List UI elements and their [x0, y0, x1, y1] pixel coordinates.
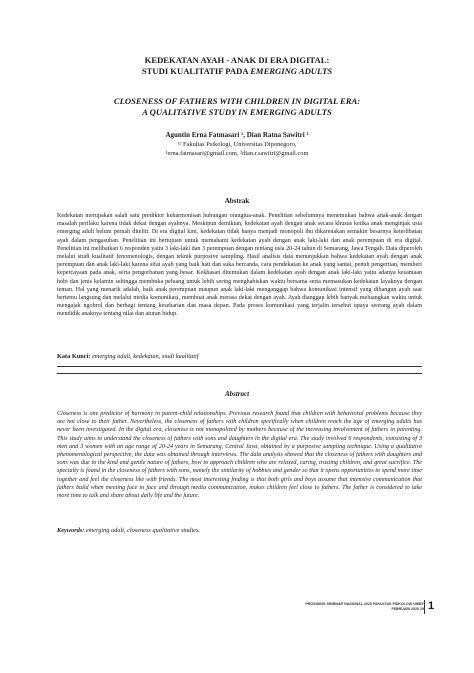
footer-proceedings: PROSIDING SEMINAR NASIONAL 2020 FAKULTAS PSIKOLOGI UMBY — [305, 602, 424, 606]
abstrak-body: Kedekatan merupakan salah satu prediktor keharmonisan hubungan orangtua-anak. Penelitian sebelumnya menemukan bahwa anak-anak dengan masalah perilaku karena tidak dekat dengan ayahnya. Meskipun demikian, kedekatan ayah dengan anak secara khusus ketika anak menginjak usia emerging adult belum pernah diteliti. Di era digital kini, kedekatan tidak hanya menjadi monopoli ibu dikarenakan semakin besarnya keterlibatan ayah dalam pengasuhan. Penelitian ini bertujuan untuk memahami kedekatan ayah dengan anak laki-laki dan anak perempuan di era digital. Penelitian ini melibatkan 6 responden yaitu 3 laki-laki dan 3 perempuan dengan rentang usia 20-24 tahun di Semarang, Jawa Tengah. Data diperoleh melalui studi kualitatif fenomenologis, dengan teknik purposive sampling. Hasil analisis data menunjukkan bahwa kedekatan ayah dengan anak perempuan dan anak laki-laki karena sifat ayah yang baik hati dan suka bercanda, cara pendekatan ke anak yang santai, penuh pengertian, memberi kepercayaan pada anak, serta pengorbanan yang besar. Kekhasan ditemukan dalam kedekatan ayah dengan anak laki-laki yaitu adanya kesamaan hobi dan jenis kelamin sehingga membuka peluang untuk lebih sering menghabiskan waktu bersama serta memasukan kedekatan layaknya dengan teman. Hal yang menarik adalah, baik anak perempuan maupun anak laki-laki menganggap bahwa komunikasi intensif yang dibangun ayah saat bertemu langsung dan melalui media komunikasi, membuat anak merasa dekat dengan ayah. Ayah dianggap lebih banyak meluangkan waktu untuk mengajak ngobrol dan berbagi tentang keseharian dan masa depan. Pada proses komunikasi yang terjalin tersebut upaya seorang ayah dalam mendidik anaknya tentang nilai dan aturan hidup. — [57, 213, 422, 318]
title-id-line1: KEDEKATAN AYAH - ANAK DI ERA DIGITAL: — [144, 55, 330, 65]
kata-kunci-label: Kata Kunci: — [57, 353, 91, 360]
title-id-line2-italic: EMERGING ADULTS — [250, 66, 333, 76]
title-english — [0, 96, 474, 118]
divider-rule — [57, 373, 422, 374]
affiliation-line: ¹² Fakultas Psikologi, Universitas Diponegoro, — [177, 141, 297, 148]
keywords — [57, 527, 422, 535]
keywords-value: emerging adult, closeness qualitative studies. — [85, 527, 201, 534]
title-id-line2-prefix: STUDI KUALITATIF PADA — [141, 66, 251, 76]
page-number: 1 — [428, 600, 435, 612]
keywords-label: Keywords: — [57, 527, 85, 534]
email-line: ¹erna.fatmasari@gmail.com, ²dian.r.sawitri@gmail.com — [165, 149, 309, 157]
title-indonesian — [0, 55, 474, 77]
kata-kunci-value: emerging adult, kedekatan, studi kualitatif — [92, 353, 199, 360]
title-en-line2: A QUALITATIVE STUDY IN EMERGING ADULTS — [142, 107, 332, 117]
page-footer — [305, 602, 424, 612]
divider-rule — [57, 366, 422, 367]
footer-divider — [424, 600, 425, 614]
footer-date: FEBRUARI 2020 29 — [391, 607, 424, 611]
title-id-line2 — [0, 66, 474, 77]
abstract-heading: Abstract — [224, 390, 250, 398]
abstrak-heading: Abstrak — [224, 197, 250, 205]
kata-kunci — [57, 353, 422, 361]
abstract-body: Closeness is one predictor of harmony in parent-child relationships. Previous research found that children with behavioral problems because they are not close to their father. Nevertheless, the closeness of fathers with children specifically when children reach the age of emerging adults has never been investigated. In the digital era, closeness is not monopolized by mothers because of the increasing involvement of fathers in parenting. This study aims to understand the closeness of fathers with sons and daughters in the digital era. The study involved 6 respondents, consisting of 3 men and 3 women with an age range of 20-24 years in Semarang, Central Java, obtained by a purposive sampling technique. Using a qualitative phenomenological perspective, the data was obtained through interviews. The data analysis showed that the closeness of fathers with daughters and sons was due to the kind and gentle nature of fathers, how to approach children who are relaxed, caring, trusting children, and great sacrifice. The specialty is found in the closeness of fathers with sons, namely the similarity of hobbies and gender so that it opens opportunities to spend more time together and feel the closeness like with friends. The most interesting finding is that both girls and boys assume that intensive communication that fathers build when meeting face to face and through media communication, makes children feel close to fathers. The father is considered to take more time to talk and share about daily life and the future. — [57, 411, 422, 500]
title-en-line1: CLOSENESS OF FATHERS WITH CHILDREN IN DIGITAL ERA: — [113, 96, 361, 106]
affiliation-block — [0, 141, 474, 158]
author-list: Aguntin Erna Fatmasari ¹, Dian Ratna Sawitri ² — [165, 131, 309, 139]
